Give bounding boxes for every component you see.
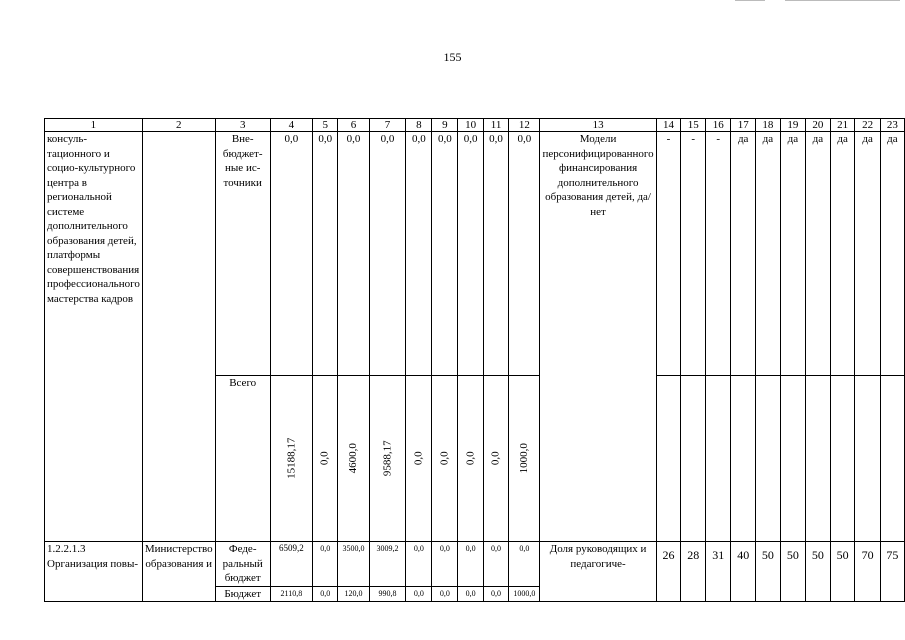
value-cell: 0,0: [406, 586, 432, 602]
target-cell: 26: [656, 542, 681, 587]
target-cell: [731, 586, 756, 602]
target-cell: [806, 586, 831, 602]
value-cell: 0,0: [432, 132, 458, 376]
target-cell: [855, 586, 880, 602]
funding-source-cell: Вне-бюджет-ные ис-точники: [215, 132, 270, 376]
target-cell: [830, 376, 855, 542]
target-cell: [656, 376, 681, 542]
target-cell: [780, 376, 805, 542]
target-cell: 31: [706, 542, 731, 587]
target-cell: да: [731, 132, 756, 376]
value-cell: 0,0: [458, 132, 483, 376]
column-number: 5: [313, 119, 338, 132]
column-number: 7: [369, 119, 406, 132]
value-cell: 990,8: [369, 586, 406, 602]
value-cell: 0,0: [369, 132, 406, 376]
value-cell: 0,0: [432, 586, 458, 602]
column-number: 21: [830, 119, 855, 132]
value-text: 0,0: [412, 451, 425, 466]
value-cell: 0,0: [509, 132, 540, 376]
value-text: 0,0: [464, 451, 477, 466]
column-number: 20: [806, 119, 831, 132]
indicator-cell: Модели персонифицированного финансирования дополнительного образования детей, да/нет: [540, 132, 656, 542]
column-number-row: [45, 119, 905, 132]
value-cell: 0,0: [509, 542, 540, 587]
target-cell: да: [756, 132, 781, 376]
target-cell: 28: [681, 542, 706, 587]
column-number: 16: [706, 119, 731, 132]
value-cell: 0,0: [483, 132, 508, 376]
value-cell: 0,0: [313, 542, 338, 587]
value-cell: 0,0: [313, 586, 338, 602]
value-cell: [509, 376, 540, 542]
target-cell: да: [830, 132, 855, 376]
column-number: 18: [756, 119, 781, 132]
value-cell: 0,0: [270, 132, 312, 376]
measure-name-cell: консуль-тационного и социо-культурного центра в региональной системе дополнительного образования детей, платформы совершенствования профессионального мастерства кадров: [45, 132, 143, 542]
target-cell: да: [806, 132, 831, 376]
target-cell: 75: [880, 542, 904, 587]
value-cell: 120,0: [338, 586, 369, 602]
column-number: 10: [458, 119, 483, 132]
funding-source-cell: Феде-ральный бюджет: [215, 542, 270, 587]
value-cell: 2110,8: [270, 586, 312, 602]
target-cell: [806, 376, 831, 542]
value-cell: [313, 376, 338, 542]
value-cell: 3500,0: [338, 542, 369, 587]
scan-artifact-line: [735, 0, 765, 1]
value-cell: 6509,2: [270, 542, 312, 587]
value-cell: [483, 376, 508, 542]
target-cell: [880, 376, 904, 542]
column-number: 8: [406, 119, 432, 132]
target-cell: [880, 586, 904, 602]
target-cell: -: [656, 132, 681, 376]
target-cell: 40: [731, 542, 756, 587]
value-cell: [369, 376, 406, 542]
value-cell: 0,0: [406, 132, 432, 376]
target-cell: [706, 586, 731, 602]
value-cell: [338, 376, 369, 542]
target-cell: [756, 376, 781, 542]
scan-artifact-line: [785, 0, 900, 1]
value-cell: 0,0: [313, 132, 338, 376]
target-cell: [731, 376, 756, 542]
column-number: 1: [45, 119, 143, 132]
column-number: 2: [142, 119, 215, 132]
executor-cell: [142, 132, 215, 542]
target-cell: да: [780, 132, 805, 376]
value-cell: 0,0: [458, 586, 483, 602]
target-cell: [756, 586, 781, 602]
target-cell: 50: [780, 542, 805, 587]
target-cell: 50: [756, 542, 781, 587]
target-cell: [855, 376, 880, 542]
value-cell: 0,0: [406, 542, 432, 587]
target-cell: [681, 376, 706, 542]
column-number: 22: [855, 119, 880, 132]
measure-name-cell: 1.2.2.1.3 Организация повы-: [45, 542, 143, 602]
target-cell: 50: [830, 542, 855, 587]
column-number: 13: [540, 119, 656, 132]
column-number: 12: [509, 119, 540, 132]
value-cell: [458, 376, 483, 542]
value-cell: 0,0: [483, 542, 508, 587]
executor-cell: Министерство образования и: [142, 542, 215, 602]
value-text: 0,0: [438, 451, 451, 466]
value-text: 1000,0: [518, 443, 531, 474]
column-number: 17: [731, 119, 756, 132]
target-cell: [681, 586, 706, 602]
target-cell: -: [706, 132, 731, 376]
value-text: 4600,0: [347, 443, 360, 474]
value-text: 15188,17: [285, 437, 298, 480]
target-cell: [656, 586, 681, 602]
value-cell: 0,0: [458, 542, 483, 587]
column-number: 4: [270, 119, 312, 132]
column-number: 14: [656, 119, 681, 132]
column-number: 3: [215, 119, 270, 132]
column-number: 15: [681, 119, 706, 132]
value-text: 0,0: [489, 451, 502, 466]
value-text: 0,0: [318, 451, 331, 466]
value-cell: [270, 376, 312, 542]
column-number: 23: [880, 119, 904, 132]
value-cell: [432, 376, 458, 542]
column-number: 11: [483, 119, 508, 132]
target-cell: [706, 376, 731, 542]
funding-source-cell: Всего: [215, 376, 270, 542]
value-cell: [406, 376, 432, 542]
column-number: 6: [338, 119, 369, 132]
page-number: 155: [443, 50, 462, 64]
table-row: [45, 542, 905, 587]
value-cell: 0,0: [338, 132, 369, 376]
value-text: 9588,17: [381, 440, 394, 477]
value-cell: 1000,0: [509, 586, 540, 602]
target-cell: -: [681, 132, 706, 376]
target-cell: 50: [806, 542, 831, 587]
column-number: 19: [780, 119, 805, 132]
document-table: [44, 118, 905, 602]
value-cell: 0,0: [483, 586, 508, 602]
value-cell: 0,0: [432, 542, 458, 587]
value-cell: 3009,2: [369, 542, 406, 587]
table-row: [45, 132, 905, 376]
funding-source-cell: Бюджет: [215, 586, 270, 602]
target-cell: да: [880, 132, 904, 376]
target-cell: [780, 586, 805, 602]
target-cell: 70: [855, 542, 880, 587]
target-cell: да: [855, 132, 880, 376]
indicator-cell: Доля руководящих и педагогиче-: [540, 542, 656, 602]
column-number: 9: [432, 119, 458, 132]
target-cell: [830, 586, 855, 602]
